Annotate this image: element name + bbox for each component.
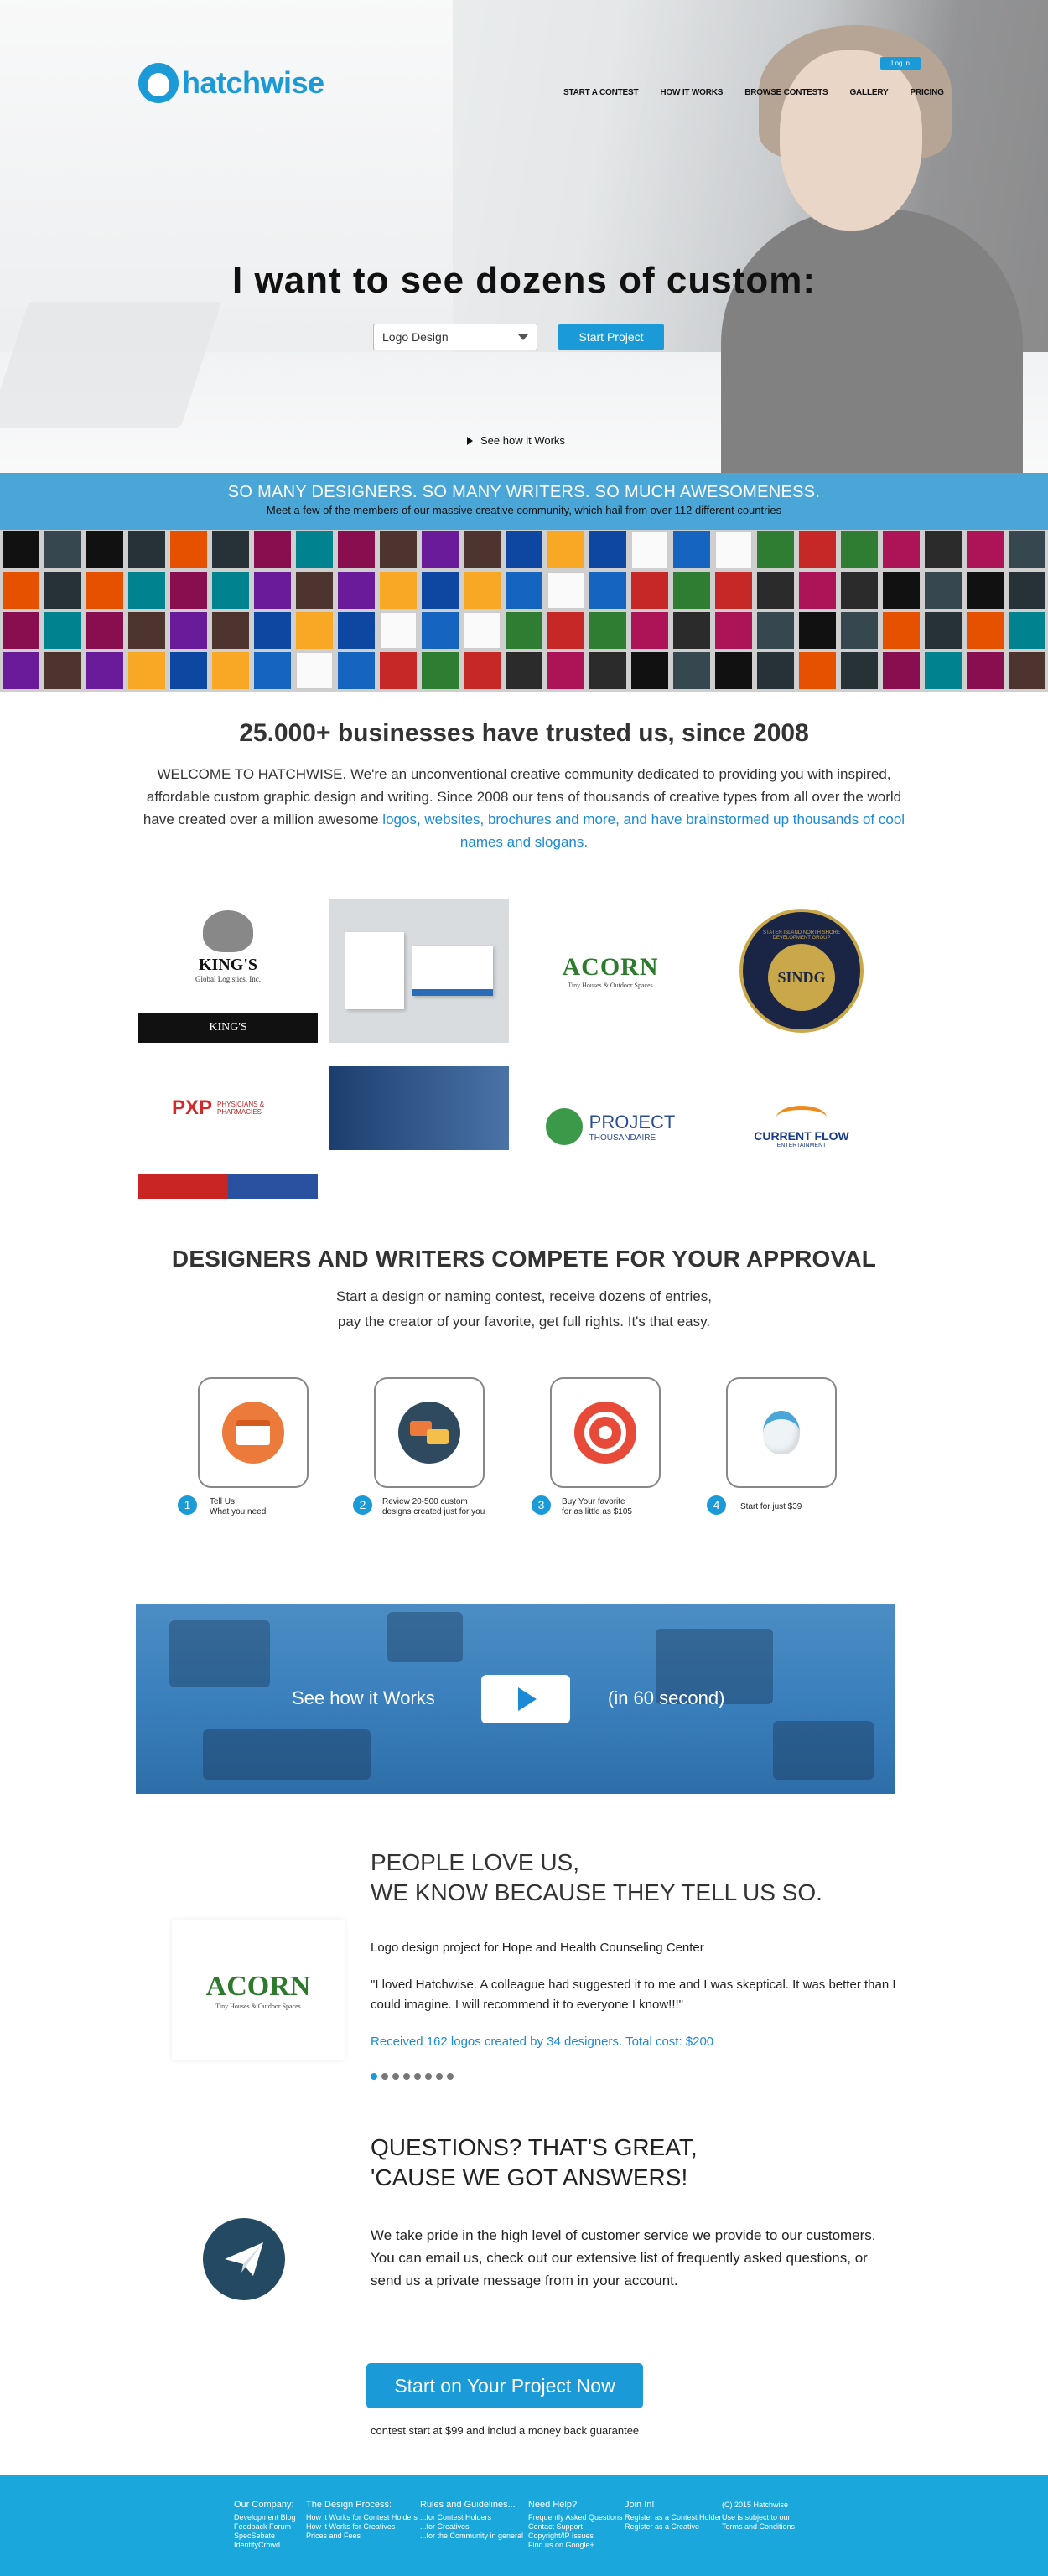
hero-title: I want to see dozens of custom: [232,260,816,301]
designer-avatar[interactable] [967,531,1004,568]
footer-col-help: Need Help? Frequently Asked Questions Contact Support Copyright/IP Issues Find us on Google+ [528,2500,623,2549]
swoosh-icon [776,1106,827,1129]
currentflow-logo-sub: ENTERTAINMENT [776,1142,827,1148]
designer-avatar[interactable] [212,612,249,649]
designer-avatar[interactable] [422,572,459,609]
portfolio-item-acorn[interactable] [521,899,700,1043]
designer-avatar-grid [0,530,1048,692]
designer-avatar[interactable] [422,531,459,568]
designer-avatar[interactable] [170,572,207,609]
kings-logo-dark: KING'S [138,1013,318,1043]
step-number-4: 4 [707,1495,726,1515]
footer-link[interactable]: ...for Creatives [420,2522,470,2531]
step-number-2: 2 [353,1495,372,1515]
welcome-text [143,763,905,853]
designer-avatar[interactable] [1009,531,1045,568]
compete-subtitle [0,1284,1048,1335]
designer-avatar[interactable] [464,652,501,689]
footer-link[interactable]: Copyright/IP Issues [528,2532,594,2540]
pager-dot[interactable] [403,2073,410,2080]
acorn-logo-text: ACORN [562,952,659,981]
questions-title: QUESTIONS? THAT'S GREAT, 'CAUSE WE GOT ANSWERS! [371,2134,698,2190]
designer-avatar[interactable] [464,612,501,649]
footer-link[interactable]: Find us on Google+ [528,2541,594,2549]
designer-avatar[interactable] [3,531,39,568]
start-project-button[interactable]: Start Project [558,324,664,350]
designer-avatar[interactable] [170,531,207,568]
kings-logo-sub: Global Logistics, Inc. [195,975,261,983]
designer-avatar[interactable] [799,652,836,689]
testimonial-pager [371,2073,454,2080]
designer-avatar[interactable] [296,652,333,689]
step-number-1: 1 [178,1495,197,1515]
designer-avatar[interactable] [128,531,165,568]
designer-avatar[interactable] [380,612,417,649]
designer-avatar[interactable] [254,531,291,568]
step-text-3: Buy Your favorite for as little as $105 [562,1497,632,1516]
designer-avatar[interactable] [422,652,459,689]
designer-avatar[interactable] [967,652,1004,689]
designer-avatar[interactable] [128,572,165,609]
compete-line-1: Start a design or naming contest, receive dozens of entries, [336,1288,712,1304]
designer-avatar[interactable] [715,612,752,649]
designer-avatar[interactable] [715,652,752,689]
designer-avatar[interactable] [631,652,668,689]
sindg-logo-text: SINDG [768,944,835,1011]
designer-avatar[interactable] [589,612,626,649]
questions-body: We take pride in the high level of customer service we provide to our customers. You can email us, check out our extensive list of frequently asked questions, or send us a private message from in your account. [371,2227,876,2288]
design-type-select[interactable] [373,324,537,350]
designer-avatar[interactable] [1009,652,1045,689]
designer-avatar[interactable] [715,531,752,568]
browser-icon [222,1402,284,1464]
designers-headline: SO MANY DESIGNERS. SO MANY WRITERS. SO MUCH AWESOMENESS. [227,483,821,501]
step-card-4 [726,1377,837,1488]
select-value: Logo Design [382,330,449,344]
designer-avatar[interactable] [841,652,878,689]
designer-avatar[interactable] [338,652,375,689]
designer-avatar[interactable] [757,652,794,689]
egg-logo-icon [138,63,179,103]
designer-avatar[interactable] [296,612,333,649]
video-banner[interactable] [136,1604,895,1794]
designer-avatar[interactable] [589,652,626,689]
avatar-row [0,570,1048,610]
project-logo-sub: THOUSANDAIRE [589,1133,656,1143]
footer-link[interactable]: ...for the Community in general [420,2532,524,2540]
step-card-3 [550,1377,661,1488]
testimonial-quote: "I loved Hatchwise. A colleague had suggested it to me and I was skeptical. It was better than I could imagine. I will recommend it to everyone I know!!!" [371,1977,896,2012]
designer-avatar[interactable] [799,531,836,568]
footer-link[interactable]: How it Works for Contest Holders [306,2513,418,2522]
footer [0,2475,1048,2576]
footer-link[interactable]: Frequently Asked Questions [528,2513,623,2522]
chat-bubbles-icon [398,1402,460,1464]
designer-avatar[interactable] [967,612,1004,649]
designer-avatar[interactable] [673,612,710,649]
designer-avatar[interactable] [506,652,542,689]
designer-avatar[interactable] [925,531,962,568]
testimonial-logo-text: ACORN [205,1970,311,2002]
terms-link[interactable]: Terms and Conditions [722,2522,796,2531]
designer-avatar[interactable] [506,612,542,649]
designer-avatar[interactable] [715,572,752,609]
designers-subline: Meet a few of the members of our massive creative community, which hail from over 112 different countries [266,504,782,516]
footer-col-rules: Rules and Guidelines... ...for Contest Holders ...for Creatives ...for the Community in general [420,2500,524,2540]
testimonial-logo [172,1920,345,2060]
footer-link[interactable]: How it Works for Creatives [306,2522,396,2531]
designer-avatar[interactable] [338,572,375,609]
compete-line-2: pay the creator of your favorite, get full rights. It's that easy. [337,1314,711,1329]
designer-avatar[interactable] [673,572,710,609]
designer-avatar[interactable] [757,572,794,609]
designer-avatar[interactable] [380,531,417,568]
designer-avatar[interactable] [547,652,584,689]
pager-dot[interactable] [371,2073,377,2080]
footer-link[interactable]: Register as a Creative [625,2522,700,2531]
see-how-label: See how it Works [480,434,565,447]
nav-start-contest[interactable]: START A CONTEST [563,88,639,97]
designer-avatar[interactable] [841,612,878,649]
nav-browse-contests[interactable]: BROWSE CONTESTS [744,88,828,97]
designer-avatar[interactable] [631,531,668,568]
footer-col-process: The Design Process: How it Works for Contest Holders How it Works for Creatives Prices and Fees [306,2500,418,2540]
portfolio-item-currentflow[interactable] [712,1055,891,1199]
footer-col-company: Our Company: Development Blog Feedback Forum SpecSebate IdentityCrowd [234,2500,296,2549]
designers-band [0,473,1048,530]
kings-logo-text: KING'S [198,956,258,974]
designer-avatar[interactable] [506,531,542,568]
portfolio-link[interactable]: logos, websites, brochures and more, and have brainstormed up thousands of cool names and slogans. [382,811,905,850]
designer-avatar[interactable] [589,531,626,568]
cta-note: contest start at $99 and includ a money back guarantee [371,2424,640,2437]
acorn-logo-sub: Tiny Houses & Outdoor Spaces [568,981,653,989]
paper-plane-icon [203,2218,285,2300]
testimonial-logo-sub: Tiny Houses & Outdoor Spaces [215,2002,301,2010]
nav-how-it-works[interactable]: HOW IT WORKS [660,88,724,97]
portfolio-item-kings[interactable] [138,899,318,1043]
portfolio-item-website[interactable] [329,1055,509,1199]
compete-title: DESIGNERS AND WRITERS COMPETE FOR YOUR APPROVAL [171,1246,877,1272]
designer-avatar[interactable] [547,531,584,568]
step-card-1 [198,1377,309,1488]
designer-avatar[interactable] [547,612,584,649]
footer-link[interactable]: Contact Support [528,2522,584,2531]
login-button[interactable]: Log in [880,57,921,70]
designer-avatar[interactable] [380,652,417,689]
pager-dot[interactable] [381,2073,388,2080]
target-icon [574,1402,636,1464]
designer-avatar[interactable] [506,572,542,609]
designer-avatar[interactable] [3,572,39,609]
step-text-2: Review 20-500 custom designs created just for you [382,1497,485,1516]
video-label-right: (in 60 second) [608,1687,725,1708]
designer-avatar[interactable] [925,612,962,649]
designer-avatar[interactable] [589,572,626,609]
footer-link[interactable]: Feedback Forum [234,2522,292,2531]
designer-avatar[interactable] [338,612,375,649]
egg-icon [763,1411,800,1454]
designer-avatar[interactable] [86,572,123,609]
chevron-down-icon [518,334,528,340]
designer-avatar[interactable] [883,531,920,568]
designer-avatar[interactable] [925,572,962,609]
designer-avatar[interactable] [464,572,501,609]
designer-avatar[interactable] [212,531,249,568]
pager-dot[interactable] [425,2073,432,2080]
designer-avatar[interactable] [254,572,291,609]
start-project-cta-button[interactable]: Start on Your Project Now [366,2363,643,2408]
designer-avatar[interactable] [44,652,81,689]
step-number-3: 3 [532,1495,551,1515]
designer-avatar[interactable] [44,572,81,609]
designer-avatar[interactable] [631,612,668,649]
see-how-link[interactable] [467,434,565,447]
designer-avatar[interactable] [673,531,710,568]
hero-section [0,0,1048,473]
designer-avatar[interactable] [967,572,1004,609]
lion-crest-icon [203,910,253,952]
portfolio-item-project[interactable] [521,1055,700,1199]
designer-avatar[interactable] [883,612,920,649]
footer-link[interactable]: ...for Contest Holders [420,2513,492,2522]
play-icon [467,437,473,445]
designer-avatar[interactable] [212,652,249,689]
sindg-ring-text: STATEN ISLAND NORTH SHORE DEVELOPMENT GROUP [762,930,840,941]
pager-dot[interactable] [447,2073,454,2080]
footer-link[interactable]: Register as a Contest Holder [625,2513,722,2522]
nav-gallery[interactable]: GALLERY [849,88,889,97]
designer-avatar[interactable] [170,612,207,649]
designer-avatar[interactable] [547,572,584,609]
designer-avatar[interactable] [128,652,165,689]
designer-avatar[interactable] [44,531,81,568]
footer-col-copyright: (C) 2015 Hatchwise Use is subject to our Terms and Conditions [722,2501,796,2531]
designer-avatar[interactable] [44,612,81,649]
nav-pricing[interactable]: PRICING [910,88,944,97]
footer-col-join: Join In! Register as a Contest Holder Register as a Creative [625,2500,722,2531]
avatar-row [0,610,1048,650]
designer-avatar[interactable] [925,652,962,689]
designer-avatar[interactable] [673,652,710,689]
designer-avatar[interactable] [841,572,878,609]
footer-link[interactable]: IdentityCrowd [234,2541,281,2549]
designer-avatar[interactable] [128,612,165,649]
designer-avatar[interactable] [212,572,249,609]
designer-avatar[interactable] [1009,572,1045,609]
designer-avatar[interactable] [254,652,291,689]
designer-avatar[interactable] [1009,612,1045,649]
avatar-row [0,530,1048,570]
designer-avatar[interactable] [3,612,39,649]
designer-avatar[interactable] [338,531,375,568]
avatar-row [0,650,1048,691]
step-card-2 [374,1377,485,1488]
designer-avatar[interactable] [883,572,920,609]
designer-avatar[interactable] [631,572,668,609]
logo[interactable] [138,63,324,103]
footer-link[interactable]: SpecSebate [234,2532,276,2540]
designer-avatar[interactable] [296,572,333,609]
project-logo-icon [546,1108,583,1145]
portfolio-grid [138,899,897,1199]
designer-avatar[interactable] [799,612,836,649]
pxp-logo-text: PXP [171,1096,213,1119]
designer-avatar[interactable] [883,652,920,689]
portfolio-item-sindg[interactable] [712,899,891,1043]
designer-avatar[interactable] [380,572,417,609]
footer-link[interactable]: Prices and Fees [306,2532,361,2540]
designer-avatar[interactable] [3,652,39,689]
designer-avatar[interactable] [86,531,123,568]
designer-avatar[interactable] [86,652,123,689]
pager-dot[interactable] [392,2073,399,2080]
designer-avatar[interactable] [464,531,501,568]
play-button[interactable] [481,1675,570,1723]
video-label-left: See how it Works [292,1687,435,1708]
designer-avatar[interactable] [86,612,123,649]
step-text-1: Tell Us What you need [210,1497,267,1516]
pager-dot[interactable] [414,2073,421,2080]
designer-avatar[interactable] [422,612,459,649]
project-logo-text: PROJECT [589,1111,676,1133]
main-nav [563,88,966,97]
designer-avatar[interactable] [841,531,878,568]
designer-avatar[interactable] [170,652,207,689]
testimonial-title: PEOPLE LOVE US, WE KNOW BECAUSE THEY TELL US SO. [371,1849,822,1905]
designer-avatar[interactable] [296,531,333,568]
designer-avatar[interactable] [799,572,836,609]
logo-text: hatchwise [182,65,324,100]
pager-dot[interactable] [436,2073,443,2080]
designer-avatar[interactable] [757,612,794,649]
currentflow-logo-text: CURRENT FLOW [754,1128,849,1143]
portfolio-item-pxp[interactable] [138,1055,318,1199]
designer-avatar[interactable] [254,612,291,649]
testimonial-stat: Received 162 logos created by 34 designers. Total cost: $200 [371,2034,714,2049]
trusted-title: 25.000+ businesses have trusted us, since 2008 [239,719,809,747]
designer-avatar[interactable] [757,531,794,568]
testimonial-project: Logo design project for Hope and Health Counseling Center [371,1941,704,1955]
pxp-logo-sub: PHYSICIANS & PHARMACIES [217,1101,265,1116]
portfolio-item-stationery[interactable] [329,899,509,1043]
step-text-4: Start for just $39 [740,1502,802,1511]
footer-link[interactable]: Development Blog [234,2513,296,2522]
welcome-body: WELCOME TO HATCHWISE. We're an unconventional creative community dedicated to providing you with inspired, affordable custom graphic design and writing. Since 2008 our tens of thousands of creative types from all over the world have created over a million awesome [143,766,902,827]
